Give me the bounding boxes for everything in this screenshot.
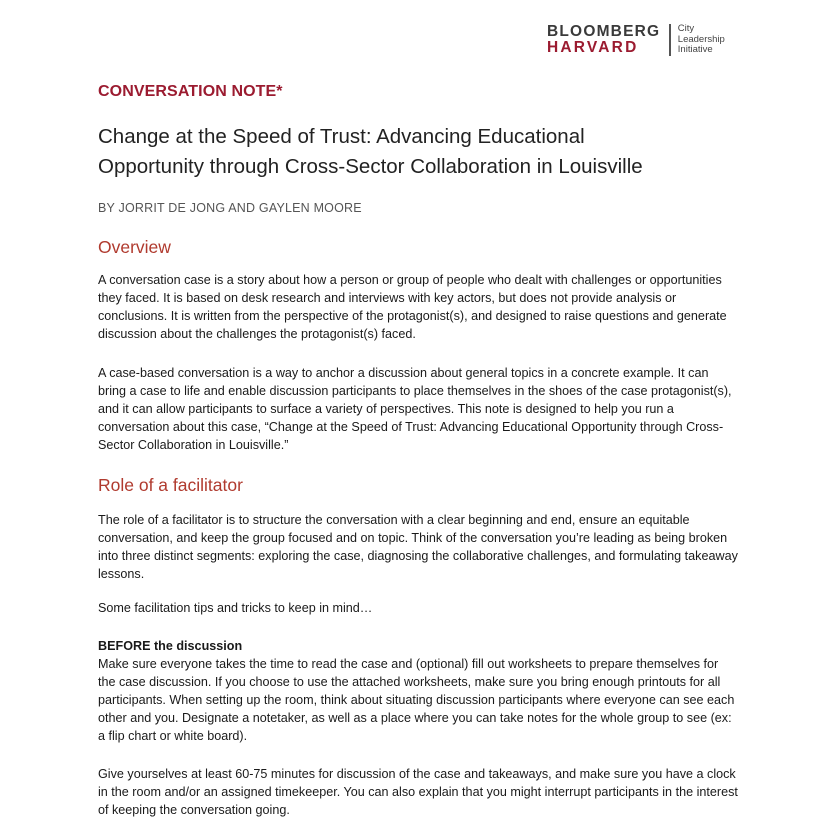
logo-line-bloomberg: BLOOMBERG [547,23,661,40]
logo-sub-city: City [677,23,695,34]
overview-paragraph-2: A case-based conversation is a way to anchor a discussion about general topics in a concrete example. It can bring a case to life and enable discussion participants to place themselves in the shoes of the case protagonist(s), and it can allow participants to surface a variety of perspectives. This note is designed to help you run a conversation about this case, “Change at the Speed of Trust: Advancing Educational Opportunity through Cross-Sector Collaboration in Louisville.” [98,366,732,452]
logo-wordmark [547,24,660,56]
overview-heading: Overview [98,237,171,257]
before-discussion-heading: BEFORE the discussion [98,639,243,653]
facilitator-paragraph-2: Some facilitation tips and tricks to keep in mind… [98,601,373,615]
timing-paragraph: Give yourselves at least 60-75 minutes for discussion of the case and takeaways, and make sure you have a clock in the room and/or an assigned timekeeper. You can also explain that you might interrupt participants in the interest of keeping the conversation going. [98,767,738,817]
logo-sub-leadership: Leadership [677,33,725,45]
title-line-1: Change at the Speed of Trust: Advancing Educational [98,125,585,148]
logo-sub-initiative: Initiative [677,44,713,55]
document-title [98,122,758,182]
facilitator-paragraph-1: The role of a facilitator is to structure the conversation with a clear beginning and end, ensure an equitable conversation, and keep the group focused and on topic. Think of the conversation you’re leading as being broken into three distinct segments: exploring the case, diagnosing the collaborative challenges, and formulating takeaway lessons. [98,513,738,581]
document-type-label: CONVERSATION NOTE* [98,83,283,100]
facilitator-heading: Role of a facilitator [98,475,243,495]
before-discussion-paragraph: Make sure everyone takes the time to read the case and (optional) fill out worksheets to prepare themselves for the case discussion. If you choose to use the attached worksheets, make sure you bring enough printouts for all participants. When setting up the room, think about situating discussion participants where everyone can see each other and you. Designate a notetaker, as well as a place where you can take notes for the whole group to see (ex: a flip chart or white board). [98,657,735,743]
logo-subtext [678,24,725,56]
title-line-2: Opportunity through Cross-Sector Collaboration in Louisville [98,155,643,178]
overview-paragraph-1: A conversation case is a story about how a person or group of people who dealt with challenges or opportunities they faced. It is based on desk research and interviews with key actors, but does not provide analysis or conclusions. It is written from the perspective of the protagonist(s), and designed to raise questions and generate discussion about the challenges the protagonist(s) faced. [98,273,727,341]
author-byline: BY JORRIT DE JONG AND GAYLEN MOORE [98,201,362,215]
bloomberg-harvard-logo [547,24,725,56]
logo-divider [669,24,671,56]
logo-line-harvard: HARVARD [547,39,639,56]
